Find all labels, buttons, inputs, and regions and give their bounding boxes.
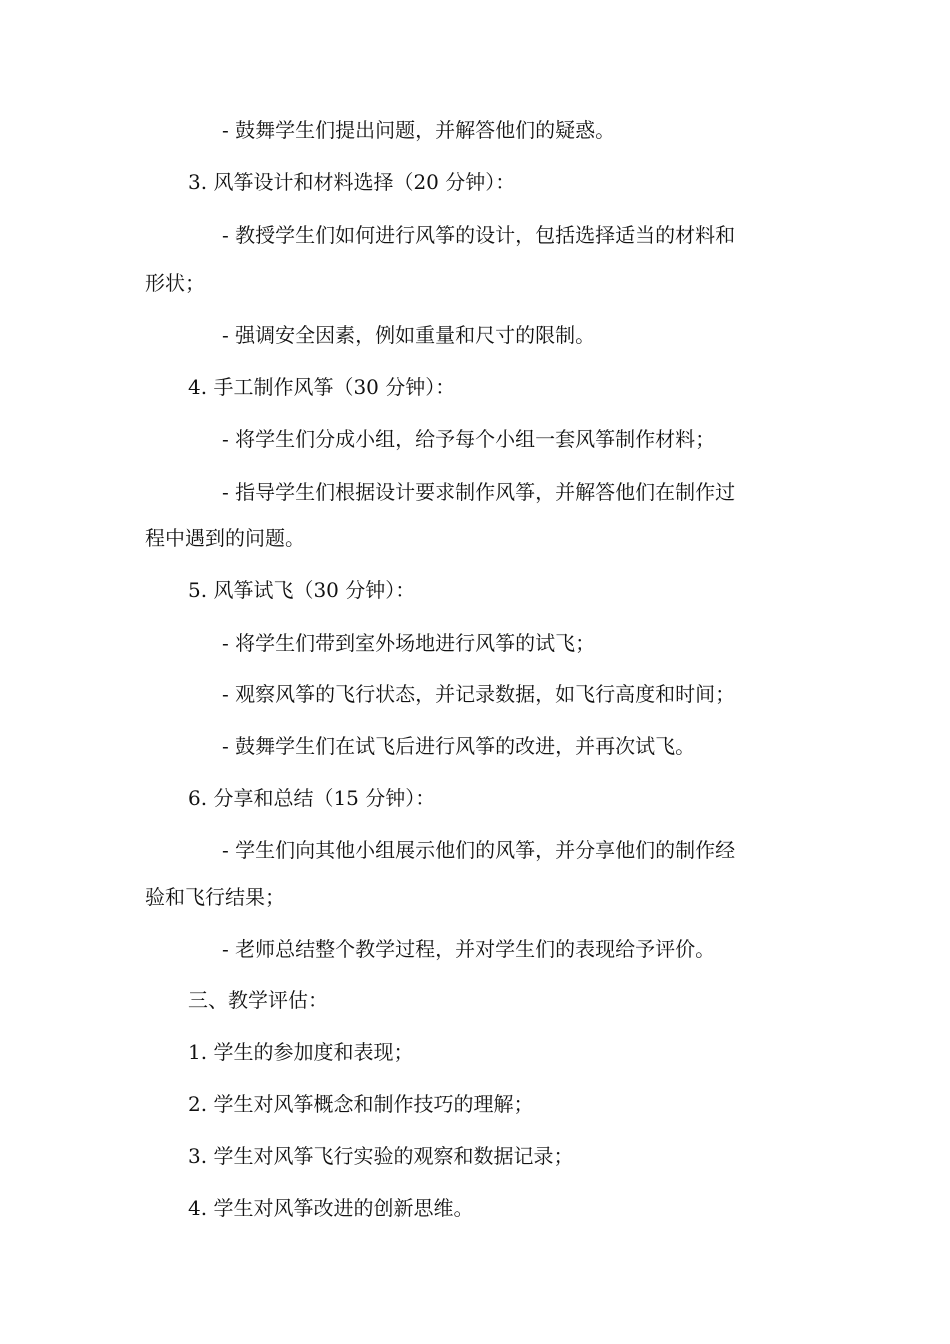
text-line: 程中遇到的问题。 [145,526,305,550]
text-line: 验和飞行结果； [145,885,285,909]
text-line: - 学生们向其他小组展示他们的风筝，并分享他们的制作经 [222,838,736,862]
text-line: - 观察风筝的飞行状态，并记录数据，如飞行高度和时间； [222,682,736,706]
list-item: 2. 学生对风筝概念和制作技巧的理解； [188,1092,534,1116]
section-heading: 5. 风筝试飞（30 分钟）： [188,578,416,602]
section-heading: 6. 分享和总结（15 分钟）： [188,786,436,810]
text-line: - 鼓舞学生们提出问题，并解答他们的疑惑。 [222,118,616,142]
text-line: 形状； [145,271,205,295]
list-item: 1. 学生的参加度和表现； [188,1040,414,1064]
section-heading: 3. 风筝设计和材料选择（20 分钟）： [188,170,516,194]
section-heading: 三、教学评估： [188,988,328,1012]
text-line: - 鼓舞学生们在试飞后进行风筝的改进，并再次试飞。 [222,734,696,758]
text-line: - 强调安全因素，例如重量和尺寸的限制。 [222,323,596,347]
text-line: - 将学生们分成小组，给予每个小组一套风筝制作材料； [222,427,716,451]
list-item: 4. 学生对风筝改进的创新思维。 [188,1196,474,1220]
text-line: - 指导学生们根据设计要求制作风筝，并解答他们在制作过 [222,480,736,504]
text-line: - 将学生们带到室外场地进行风筝的试飞； [222,631,596,655]
list-item: 3. 学生对风筝飞行实验的观察和数据记录； [188,1144,574,1168]
text-line: - 老师总结整个教学过程，并对学生们的表现给予评价。 [222,937,716,961]
text-line: - 教授学生们如何进行风筝的设计，包括选择适当的材料和 [222,223,736,247]
section-heading: 4. 手工制作风筝（30 分钟）： [188,375,456,399]
